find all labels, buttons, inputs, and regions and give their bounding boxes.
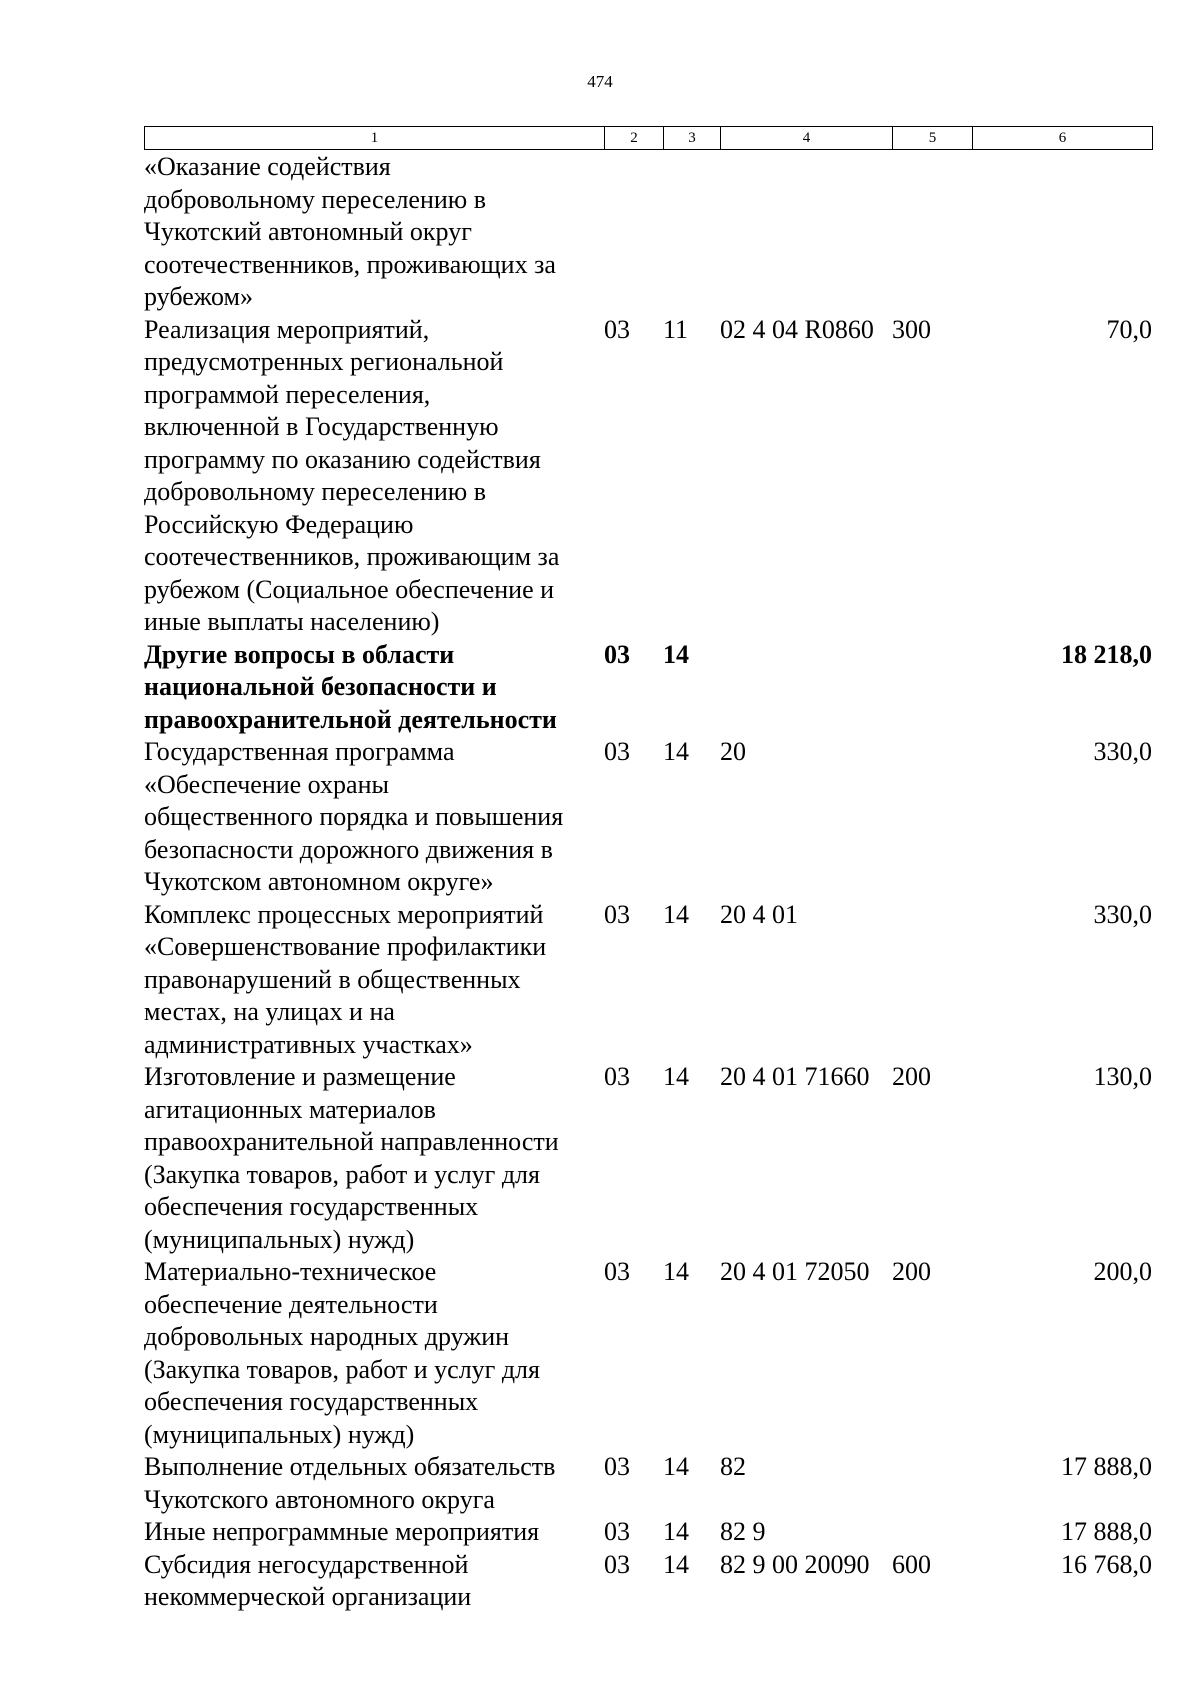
column-header-6: 6 (973, 127, 1153, 150)
row-name-line: Другие вопросы в области (144, 639, 455, 669)
row-name-line: агитационных материалов (144, 1094, 436, 1124)
row-name-line: предусмотренных региональной (144, 347, 504, 376)
section-code: 03 (604, 1062, 630, 1091)
amount: 130,0 (1093, 1062, 1152, 1091)
table-row (144, 736, 1152, 899)
row-name-line: обеспечение деятельности (144, 1289, 438, 1319)
amount: 17 888,0 (1061, 1517, 1152, 1546)
section-code: 03 (604, 639, 630, 669)
row-name-line: рубежом» (144, 282, 254, 311)
column-header-3: 3 (664, 127, 721, 150)
row-name-line: рубежом (Социальное обеспечение и (144, 574, 555, 604)
row-name-line: «Оказание содействия (144, 152, 391, 181)
row-name-line: программой переселения, (144, 379, 431, 409)
page-number: 474 (587, 72, 613, 91)
table-row (144, 639, 1152, 737)
budget-table-body (144, 151, 1152, 1614)
row-name-line: Чукотского автономного округа (144, 1484, 495, 1514)
row-name-line: Комплекс процессных мероприятий (144, 899, 544, 929)
row-name-line: местах, на улицах и на (144, 997, 395, 1026)
section-code: 03 (604, 1257, 630, 1286)
row-name-line: «Обеспечение охраны (144, 769, 389, 799)
column-header-2: 2 (605, 127, 664, 150)
target-article-code: 82 (720, 1452, 746, 1481)
amount: 200,0 (1093, 1257, 1152, 1286)
row-name-line: Государственная программа (144, 737, 455, 766)
column-header-5: 5 (893, 127, 973, 150)
section-code: 03 (604, 1452, 630, 1481)
target-article-code: 82 9 00 20090 (720, 1549, 870, 1579)
row-name-line: (Закупка товаров, работ и услуг для (144, 1159, 540, 1189)
row-name (144, 1061, 604, 1256)
section-code: 03 (604, 1549, 630, 1579)
row-name-line: (муниципальных) нужд) (144, 1224, 415, 1254)
row-name-line: Материально-техническое (144, 1257, 437, 1286)
amount: 70,0 (1106, 314, 1152, 344)
row-name-line: добровольному переселению в (144, 184, 486, 214)
table-row (144, 1549, 1152, 1614)
subsection-code: 11 (663, 314, 689, 344)
section-code: 03 (604, 1517, 630, 1546)
row-name-line: национальной безопасности и (144, 672, 497, 701)
table-column-header (144, 126, 1153, 150)
table-row (144, 1516, 1152, 1549)
row-name-line: Изготовление и размещение (144, 1062, 456, 1091)
row-name-line: Выполнение отдельных обязательств (144, 1452, 556, 1481)
row-name-line: Чукотском автономном округе» (144, 867, 494, 896)
row-name-line: добровольному переселению в (144, 477, 486, 506)
row-name-line: иные выплаты населению) (144, 607, 440, 636)
row-name (144, 899, 604, 1062)
row-name-line: правоохранительной направленности (144, 1127, 559, 1156)
amount: 16 768,0 (1061, 1549, 1152, 1579)
table-row (144, 899, 1152, 1062)
expense-type-code: 200 (892, 1257, 931, 1286)
target-article-code: 20 4 01 71660 (720, 1062, 870, 1091)
row-name-line: правоохранительной деятельности (144, 704, 557, 734)
row-name-line: общественного порядка и повышения (144, 802, 564, 831)
table-row (144, 1256, 1152, 1451)
row-name-line: Реализация мероприятий, (144, 314, 430, 344)
subsection-code: 14 (663, 1452, 689, 1481)
subsection-code: 14 (663, 1257, 689, 1286)
row-name-line: (муниципальных) нужд) (144, 1419, 415, 1449)
row-name (144, 736, 604, 899)
row-name (144, 1549, 604, 1614)
subsection-code: 14 (663, 737, 689, 766)
row-name-line: Российскую Федерацию (144, 509, 414, 539)
row-name (144, 151, 604, 314)
row-name-line: (Закупка товаров, работ и услуг для (144, 1354, 540, 1384)
target-article-code: 82 9 (720, 1517, 766, 1546)
row-name-line: административных участках» (144, 1029, 473, 1059)
table-row (144, 1451, 1152, 1516)
section-code: 03 (604, 314, 630, 344)
subsection-code: 14 (663, 639, 689, 669)
column-header-1: 1 (145, 127, 605, 150)
target-article-code: 20 (720, 737, 746, 766)
row-name-line: соотечественников, проживающих за (144, 249, 556, 279)
amount: 18 218,0 (1061, 639, 1152, 669)
expense-type-code: 600 (892, 1549, 931, 1579)
row-name-line: Иные непрограммные мероприятия (144, 1517, 540, 1546)
row-name-line: безопасности дорожного движения в (144, 834, 553, 864)
row-name-line: Чукотский автономный округ (144, 217, 472, 246)
row-name-line: соотечественников, проживающим за (144, 542, 560, 571)
row-name-line: «Совершенствование профилактики (144, 932, 547, 961)
subsection-code: 14 (663, 1062, 689, 1091)
target-article-code: 20 4 01 72050 (720, 1257, 870, 1286)
subsection-code: 14 (663, 1517, 689, 1546)
row-name-line: некоммерческой организации (144, 1582, 472, 1611)
subsection-code: 14 (663, 1549, 689, 1579)
row-name-line: включенной в Государственную (144, 412, 499, 441)
row-name (144, 1451, 604, 1516)
section-code: 03 (604, 899, 630, 929)
row-name-line: программу по оказанию содействия (144, 444, 541, 474)
table-row (144, 314, 1152, 639)
target-article-code: 02 4 04 R0860 (720, 314, 874, 344)
subsection-code: 14 (663, 899, 689, 929)
section-code: 03 (604, 737, 630, 766)
row-name (144, 1516, 604, 1549)
table-row (144, 1061, 1152, 1256)
column-header-4: 4 (721, 127, 893, 150)
amount: 17 888,0 (1061, 1452, 1152, 1481)
row-name (144, 314, 604, 639)
expense-type-code: 200 (892, 1062, 931, 1091)
target-article-code: 20 4 01 (720, 899, 798, 929)
row-name-line: обеспечения государственных (144, 1387, 479, 1416)
row-name-line: правонарушений в общественных (144, 964, 521, 994)
row-name-line: Субсидия негосударственной (144, 1549, 469, 1579)
row-name (144, 639, 604, 737)
table-row (144, 151, 1152, 314)
amount: 330,0 (1093, 899, 1152, 929)
expense-type-code: 300 (892, 314, 931, 344)
row-name (144, 1256, 604, 1451)
row-name-line: обеспечения государственных (144, 1192, 479, 1221)
amount: 330,0 (1093, 737, 1152, 766)
row-name-line: добровольных народных дружин (144, 1322, 510, 1351)
